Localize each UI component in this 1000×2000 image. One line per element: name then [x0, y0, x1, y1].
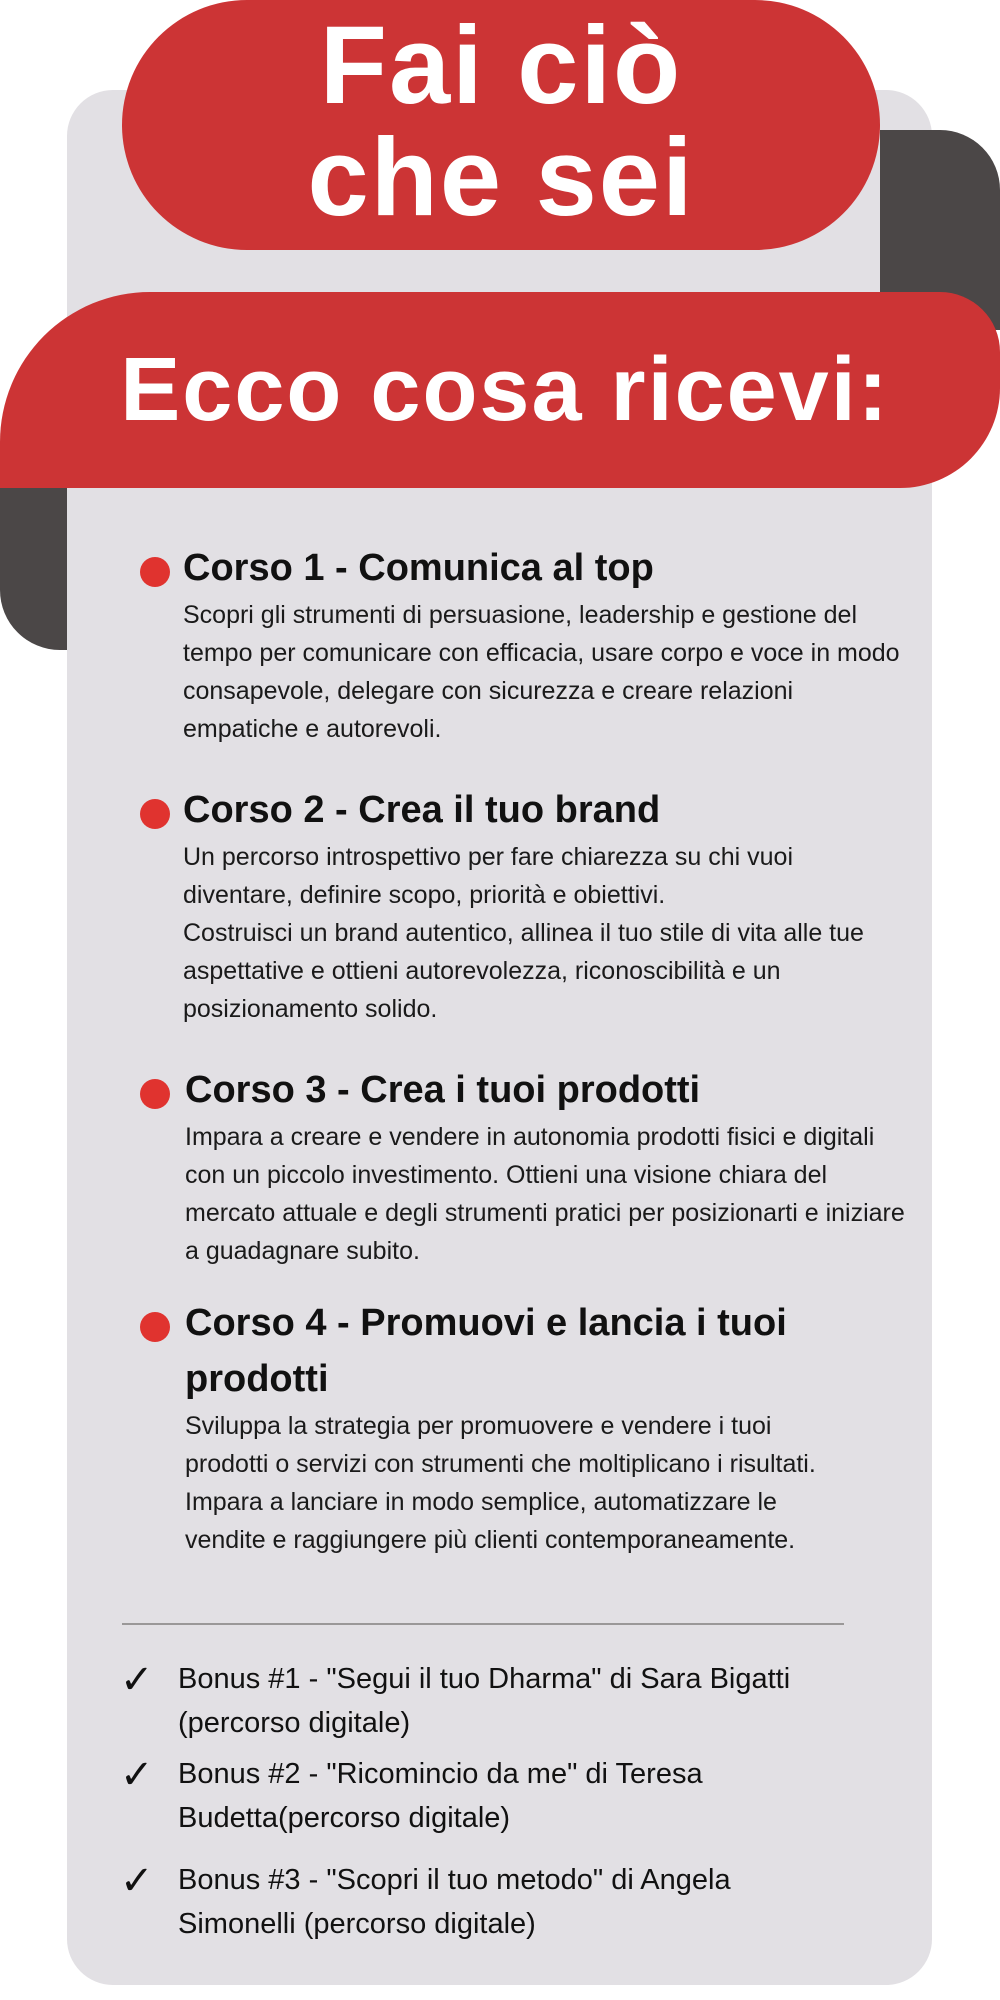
course-description: Impara a creare e vendere in autonomia prodotti fisici e digitali con un piccolo investimento. Ottieni una visione chiara del mercato attuale e degli strumenti pratici per posizionarti e iniziare a guadagnare subito.	[185, 1123, 905, 1265]
section-divider	[122, 1623, 844, 1625]
bonus-item-3	[120, 1858, 880, 1946]
checkmark-icon: ✓	[120, 1859, 154, 1903]
ribbon-fold-left	[0, 470, 67, 650]
course-title: Corso 4 - Promuovi e lancia i tuoi prodotti	[185, 1302, 787, 1400]
bonus-text: Bonus #3 - "Scopri il tuo metodo" di Angela Simonelli (percorso digitale)	[178, 1864, 731, 1940]
course-title: Corso 3 - Crea i tuoi prodotti	[185, 1069, 701, 1111]
bonus-text: Bonus #1 - "Segui il tuo Dharma" di Sara Bigatti (percorso digitale)	[178, 1663, 791, 1739]
title-line-2: che sei	[307, 116, 695, 239]
bonus-text: Bonus #2 - "Ricomincio da me" di Teresa Budetta(percorso digitale)	[178, 1758, 703, 1834]
bullet-dot-icon	[140, 1312, 170, 1342]
title-line-1: Fai ciò	[319, 4, 683, 127]
title-banner	[122, 0, 880, 250]
course-title: Corso 2 - Crea il tuo brand	[183, 789, 661, 831]
bonus-item-1	[120, 1657, 880, 1745]
course-item-4	[135, 1295, 895, 1559]
course-description: Scopri gli strumenti di persuasione, leadership e gestione del tempo per comunicare con efficacia, usare corpo e voce in modo consapevole, delegare con sicurezza e creare relazioni empatiche e autorevoli.	[183, 601, 900, 743]
course-description: Un percorso introspettivo per fare chiarezza su chi vuoi diventare, definire scopo, priorità e obiettivi. Costruisci un brand autentico, allinea il tuo stile di vita alle tue aspettative e ottieni autorevolezza, riconoscibilità e un posizionamento solido.	[183, 843, 864, 1023]
checkmark-icon: ✓	[120, 1658, 154, 1702]
course-item-2	[135, 782, 895, 1028]
bonus-item-2	[120, 1752, 880, 1840]
course-description: Sviluppa la strategia per promuovere e vendere i tuoi prodotti o servizi con strumenti che moltiplicano i risultati. Impara a lanciare in modo semplice, automatizzare le vendite e raggiungere più clienti contemporaneamente.	[185, 1412, 816, 1554]
course-item-1	[135, 540, 900, 748]
section-ribbon	[0, 292, 1000, 488]
course-title: Corso 1 - Comunica al top	[183, 547, 654, 589]
section-heading: Ecco cosa ricevi:	[120, 339, 890, 440]
checkmark-icon: ✓	[120, 1753, 154, 1797]
bullet-dot-icon	[140, 557, 170, 587]
bullet-dot-icon	[140, 1079, 170, 1109]
course-item-3	[135, 1062, 905, 1270]
bullet-dot-icon	[140, 799, 170, 829]
